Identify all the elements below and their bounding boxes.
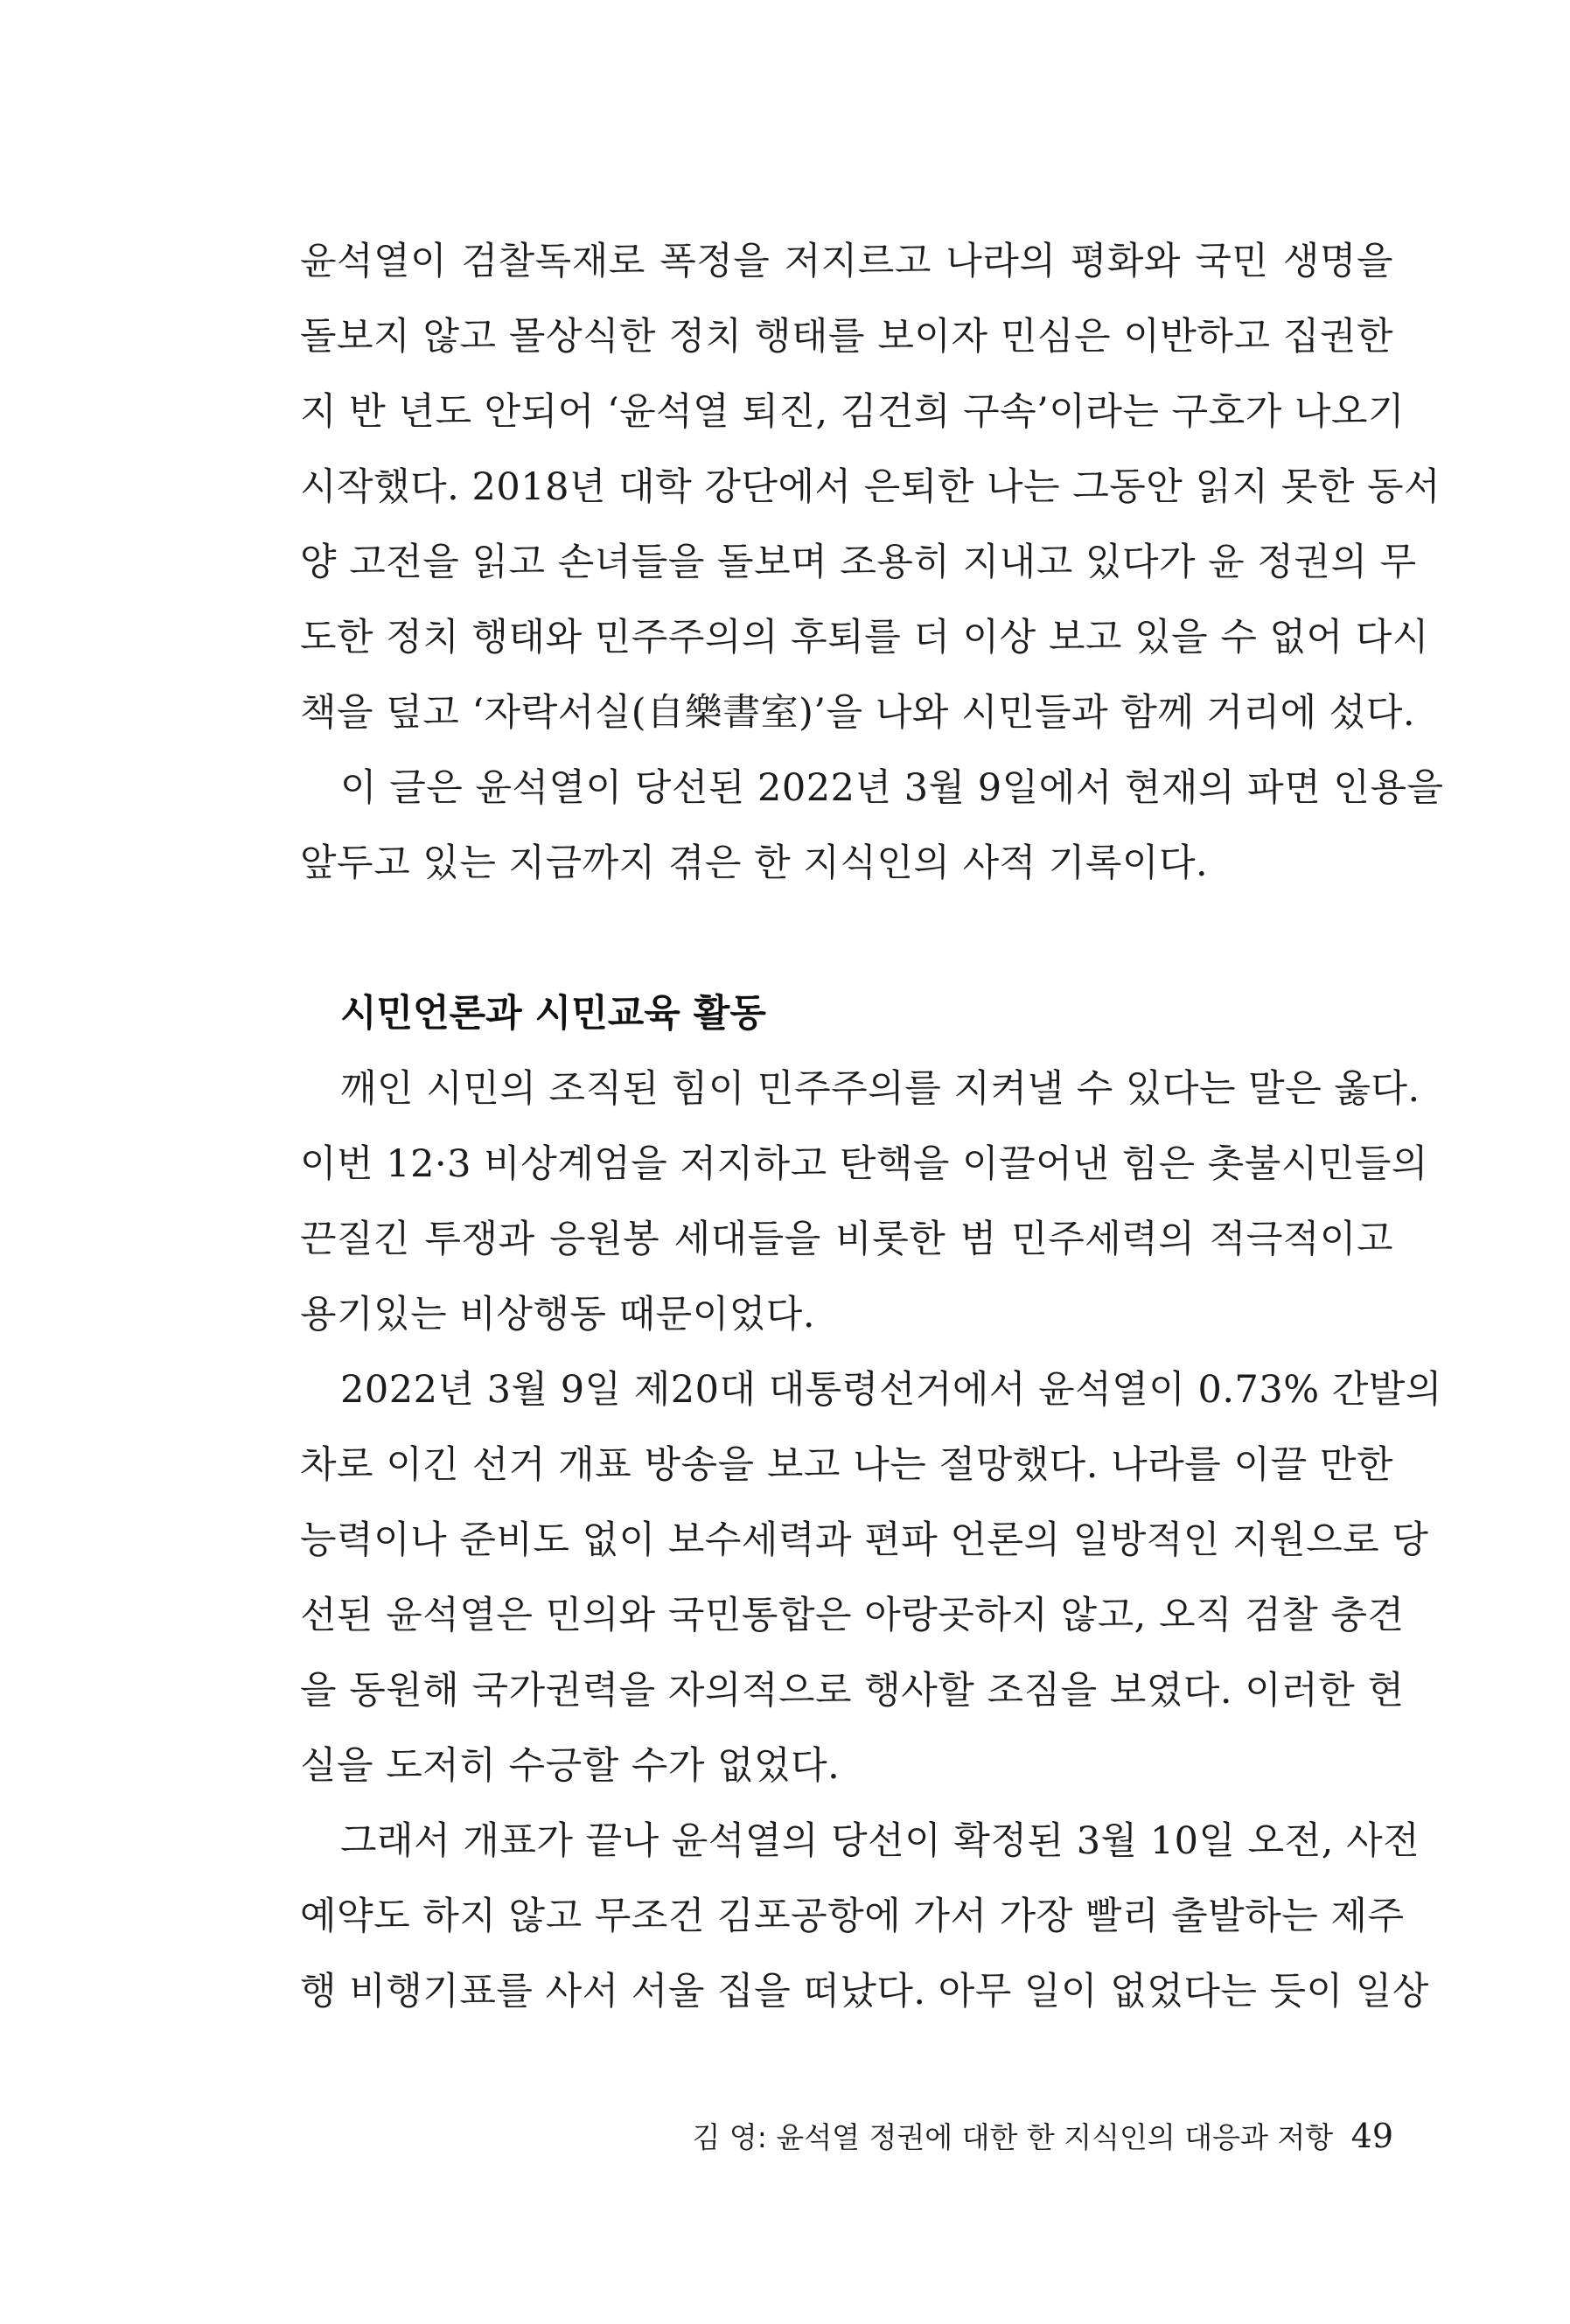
paragraph-1-line: 도한 정치 행태와 민주주의의 후퇴를 더 이상 보고 있을 수 없어 다시 [300, 616, 1429, 660]
paragraph-1-line: 책을 덮고 ‘자락서실(自樂書室)’을 나와 시민들과 함께 거리에 섰다. [300, 691, 1416, 735]
paragraph-1 [300, 224, 1441, 750]
paragraph-2-line: 앞두고 있는 지금까지 겪은 한 지식인의 사적 기록이다. [300, 841, 1209, 885]
paragraph-1-line: 시작했다. 2018년 대학 강단에서 은퇴한 나는 그동안 읽지 못한 동서 [300, 465, 1441, 509]
paragraph-3-line: 이번 12·3 비상계엄을 저지하고 탄핵을 이끌어낸 힘은 촛불시민들의 [300, 1142, 1428, 1186]
paragraph-4-line: 실을 도저히 수긍할 수가 없었다. [300, 1744, 841, 1788]
paragraph-5-line: 예약도 하지 않고 무조건 김포공항에 가서 가장 빨리 출발하는 제주 [300, 1895, 1405, 1938]
paragraph-5-line: 그래서 개표가 끝나 윤석열의 당선이 확정된 3월 10일 오전, 사전 [340, 1819, 1420, 1863]
paragraph-3-line: 용기있는 비상행동 때문이었다. [300, 1293, 815, 1336]
paragraph-2 [300, 750, 1444, 901]
paragraph-1-line: 지 반 년도 안되어 ‘윤석열 퇴진, 김건희 구속’이라는 구호가 나오기 [300, 390, 1406, 434]
paragraph-3 [300, 1051, 1428, 1352]
paragraph-5-line: 행 비행기표를 사서 서울 집을 떠났다. 아무 일이 없었다는 듯이 일상 [300, 1970, 1429, 2013]
body-text [300, 224, 1444, 2029]
running-title: 김 영: 윤석열 정권에 대한 한 지식인의 대응과 저항 [692, 2120, 1334, 2154]
section-spacer [300, 901, 1393, 976]
paragraph-3-line: 끈질긴 투쟁과 응원봉 세대들을 비롯한 범 민주세력의 적극적이고 [300, 1218, 1393, 1261]
paragraph-1-line: 양 고전을 읽고 손녀들을 돌보며 조용히 지내고 있다가 윤 정권의 무 [300, 541, 1417, 584]
paragraph-4-line: 선된 윤석열은 민의와 국민통합은 아랑곳하지 않고, 오직 검찰 충견 [300, 1594, 1405, 1637]
paragraph-3-line: 깨인 시민의 조직된 힘이 민주주의를 지켜낼 수 있다는 말은 옳다. [340, 1067, 1420, 1111]
paragraph-1-line: 돌보지 않고 몰상식한 정치 행태를 보이자 민심은 이반하고 집권한 [300, 315, 1393, 359]
section-heading: 시민언론과 시민교육 활동 [340, 992, 766, 1036]
paragraph-4-line: 2022년 3월 9일 제20대 대통령선거에서 윤석열이 0.73% 간발의 [340, 1368, 1442, 1412]
paragraph-5 [300, 1804, 1429, 2029]
paragraph-4-line: 을 동원해 국가권력을 자의적으로 행사할 조짐을 보였다. 이러한 현 [300, 1669, 1405, 1713]
paragraph-4-line: 능력이나 준비도 없이 보수세력과 편파 언론의 일방적인 지원으로 당 [300, 1518, 1429, 1562]
paragraph-4-line: 차로 이긴 선거 개표 방송을 보고 나는 절망했다. 나라를 이끌 만한 [300, 1443, 1393, 1487]
page-footer [693, 2115, 1393, 2156]
paragraph-4 [300, 1352, 1442, 1804]
paragraph-1-line: 윤석열이 검찰독재로 폭정을 저지르고 나라의 평화와 국민 생명을 [300, 240, 1393, 283]
paragraph-2-line: 이 글은 윤석열이 당선된 2022년 3월 9일에서 현재의 파면 인용을 [340, 766, 1444, 810]
page-number: 49 [1350, 2117, 1393, 2155]
